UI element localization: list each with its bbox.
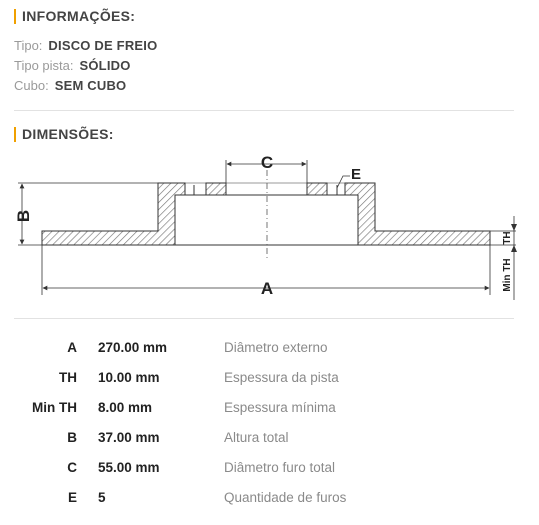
dimension-value: 5 xyxy=(98,490,106,505)
dim-a-label: A xyxy=(260,279,274,298)
dimension-code: E xyxy=(67,490,77,505)
dimension-row xyxy=(0,490,539,510)
dimension-row xyxy=(0,370,539,390)
dimension-description: Espessura mínima xyxy=(224,400,336,415)
info-label: Tipo: xyxy=(14,38,43,53)
dim-th-arrow-bottom xyxy=(511,245,517,252)
hub-face-left xyxy=(206,183,226,195)
dim-th-label: TH xyxy=(502,231,513,245)
dim-e-label: E xyxy=(351,166,362,183)
dimension-value: 10.00 mm xyxy=(98,370,160,385)
dimension-description: Diâmetro externo xyxy=(224,340,328,355)
info-value: SEM CUBO xyxy=(54,78,127,93)
dimension-code: C xyxy=(67,460,77,475)
dimension-row xyxy=(0,340,539,360)
info-label: Tipo pista: xyxy=(14,58,74,73)
separator xyxy=(14,318,514,319)
brake-disc-diagram xyxy=(0,145,539,305)
info-value: DISCO DE FREIO xyxy=(48,38,158,53)
info-row-tipo xyxy=(14,38,157,53)
dimension-value: 270.00 mm xyxy=(98,340,168,355)
dimension-description: Espessura da pista xyxy=(224,370,339,385)
dimension-code: Min TH xyxy=(32,400,77,415)
dimension-code: A xyxy=(67,340,77,355)
hub-face-right xyxy=(307,183,327,195)
dim-c-label: C xyxy=(260,153,274,172)
dimension-code: TH xyxy=(59,370,77,385)
info-section-title xyxy=(14,8,135,24)
dim-b-label: B xyxy=(14,209,33,223)
dimension-code: B xyxy=(67,430,77,445)
info-label: Cubo: xyxy=(14,78,49,93)
info-title-text: INFORMAÇÕES: xyxy=(22,8,136,24)
dimension-description: Quantidade de furos xyxy=(224,490,347,505)
info-row-tipo-pista xyxy=(14,58,131,73)
dimension-description: Diâmetro furo total xyxy=(224,460,336,475)
dim-th-arrow-top xyxy=(511,224,517,231)
dimension-row xyxy=(0,430,539,450)
disc-right-profile xyxy=(345,183,490,245)
info-value: SÓLIDO xyxy=(79,58,131,73)
dimension-value: 55.00 mm xyxy=(98,460,160,475)
dimension-value: 8.00 mm xyxy=(98,400,153,415)
dimension-row xyxy=(0,400,539,420)
dimension-value: 37.00 mm xyxy=(98,430,160,445)
accent-bar xyxy=(14,127,16,142)
info-row-cubo xyxy=(14,78,126,93)
disc-left-profile xyxy=(42,183,185,245)
dimension-row xyxy=(0,460,539,480)
accent-bar xyxy=(14,9,16,24)
dimensions-section-title xyxy=(14,126,114,142)
dimension-description: Altura total xyxy=(224,430,289,445)
dimensions-title-text: DIMENSÕES: xyxy=(22,126,114,142)
dim-min-th-label: Min TH xyxy=(502,258,513,292)
separator xyxy=(14,110,514,111)
